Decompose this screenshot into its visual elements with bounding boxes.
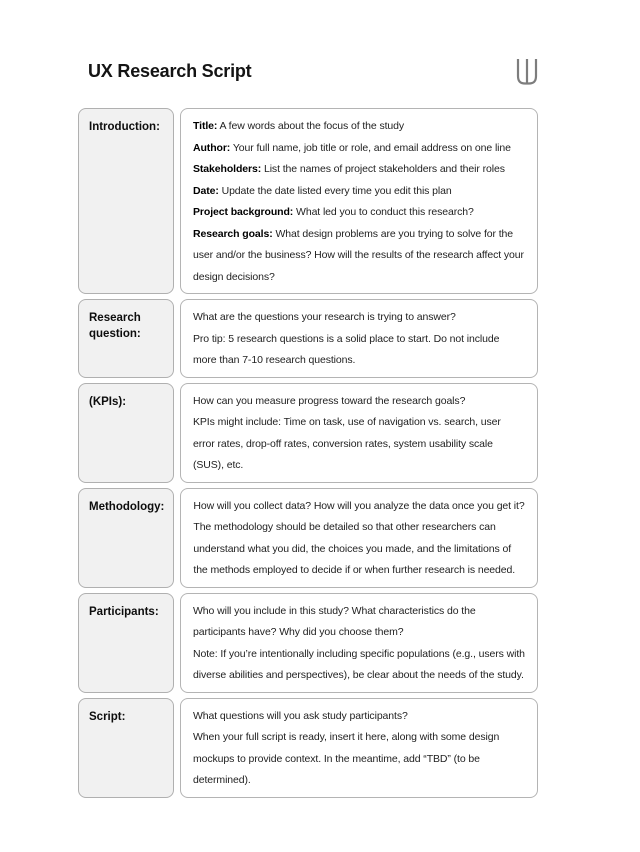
- row-label-kpis[interactable]: [78, 383, 174, 483]
- row-label-script[interactable]: [78, 698, 174, 798]
- row-content-introduction[interactable]: [180, 108, 538, 294]
- table-row-script: [78, 698, 538, 798]
- paragraph: What are the questions your research is trying to answer?: [193, 311, 456, 323]
- table-row-introduction: [78, 108, 538, 294]
- paragraph: The methodology should be detailed so that other researchers can understand what you did, the choices you made, and the limitations of the methods employed to decide if or when further research is needed.: [193, 521, 516, 576]
- row-label-text: Participants:: [89, 605, 159, 618]
- row-content-participants[interactable]: [180, 593, 538, 693]
- table-row-participants: [78, 593, 538, 693]
- template-bookmark-icon: [514, 57, 540, 87]
- paragraph: Title: A few words about the focus of the study: [193, 120, 405, 132]
- paragraph: Project background: What led you to conduct this research?: [193, 206, 474, 218]
- paragraph: Stakeholders: List the names of project stakeholders and their roles: [193, 163, 505, 175]
- paragraph: Pro tip: 5 research questions is a solid place to start. Do not include more than 7-10 research questions.: [193, 332, 500, 366]
- paragraph: Research goals: What design problems are you trying to solve for the user and/or the business? How will the results of the research affect your design decisions?: [193, 227, 524, 283]
- row-content-kpis[interactable]: [180, 383, 538, 483]
- paragraph: Note: If you’re intentionally including specific populations (e.g., users with diverse abilities and perspectives), be clear about the needs of the study.: [193, 647, 525, 681]
- paragraph: How will you collect data? How will you analyze the data once you get it?: [193, 499, 525, 512]
- paragraph: When your full script is ready, insert it here, along with some design mockups to provide context. In the meantime, add “TBD” (to be determined).: [193, 731, 500, 786]
- row-label-text: (KPIs):: [89, 395, 127, 408]
- paragraph: Date: Update the date listed every time you edit this plan: [193, 184, 452, 197]
- table-row-methodology: [78, 488, 538, 588]
- table-row-research-question: [78, 299, 538, 378]
- row-label-text: Methodology:: [89, 500, 165, 513]
- row-content-methodology[interactable]: [180, 488, 538, 588]
- paragraph: How can you measure progress toward the research goals?: [193, 394, 466, 407]
- row-label-text: Research question:: [89, 312, 141, 340]
- research-plan-table: [78, 108, 538, 798]
- row-label-text: Introduction:: [89, 121, 160, 133]
- row-label-research-question[interactable]: [78, 299, 174, 378]
- paragraph: KPIs might include: Time on task, use of navigation vs. search, user error rates, drop-off rates, conversion rates, system usability scale (SUS), etc.: [193, 416, 501, 471]
- row-content-script[interactable]: [180, 698, 538, 798]
- table-row-kpis: [78, 383, 538, 483]
- page-title: UX Research Script: [88, 61, 252, 81]
- paragraph: Who will you include in this study? What characteristics do the participants have? Why did you choose them?: [193, 604, 476, 638]
- row-label-text: Script:: [89, 710, 126, 723]
- row-content-research-question[interactable]: [180, 299, 538, 378]
- paragraph: What questions will you ask study participants?: [193, 709, 408, 722]
- paragraph: Author: Your full name, job title or role, and email address on one line: [193, 141, 511, 154]
- row-label-participants[interactable]: [78, 593, 174, 693]
- document-header: [88, 56, 540, 92]
- row-label-introduction[interactable]: [78, 108, 174, 294]
- row-label-methodology[interactable]: [78, 488, 174, 588]
